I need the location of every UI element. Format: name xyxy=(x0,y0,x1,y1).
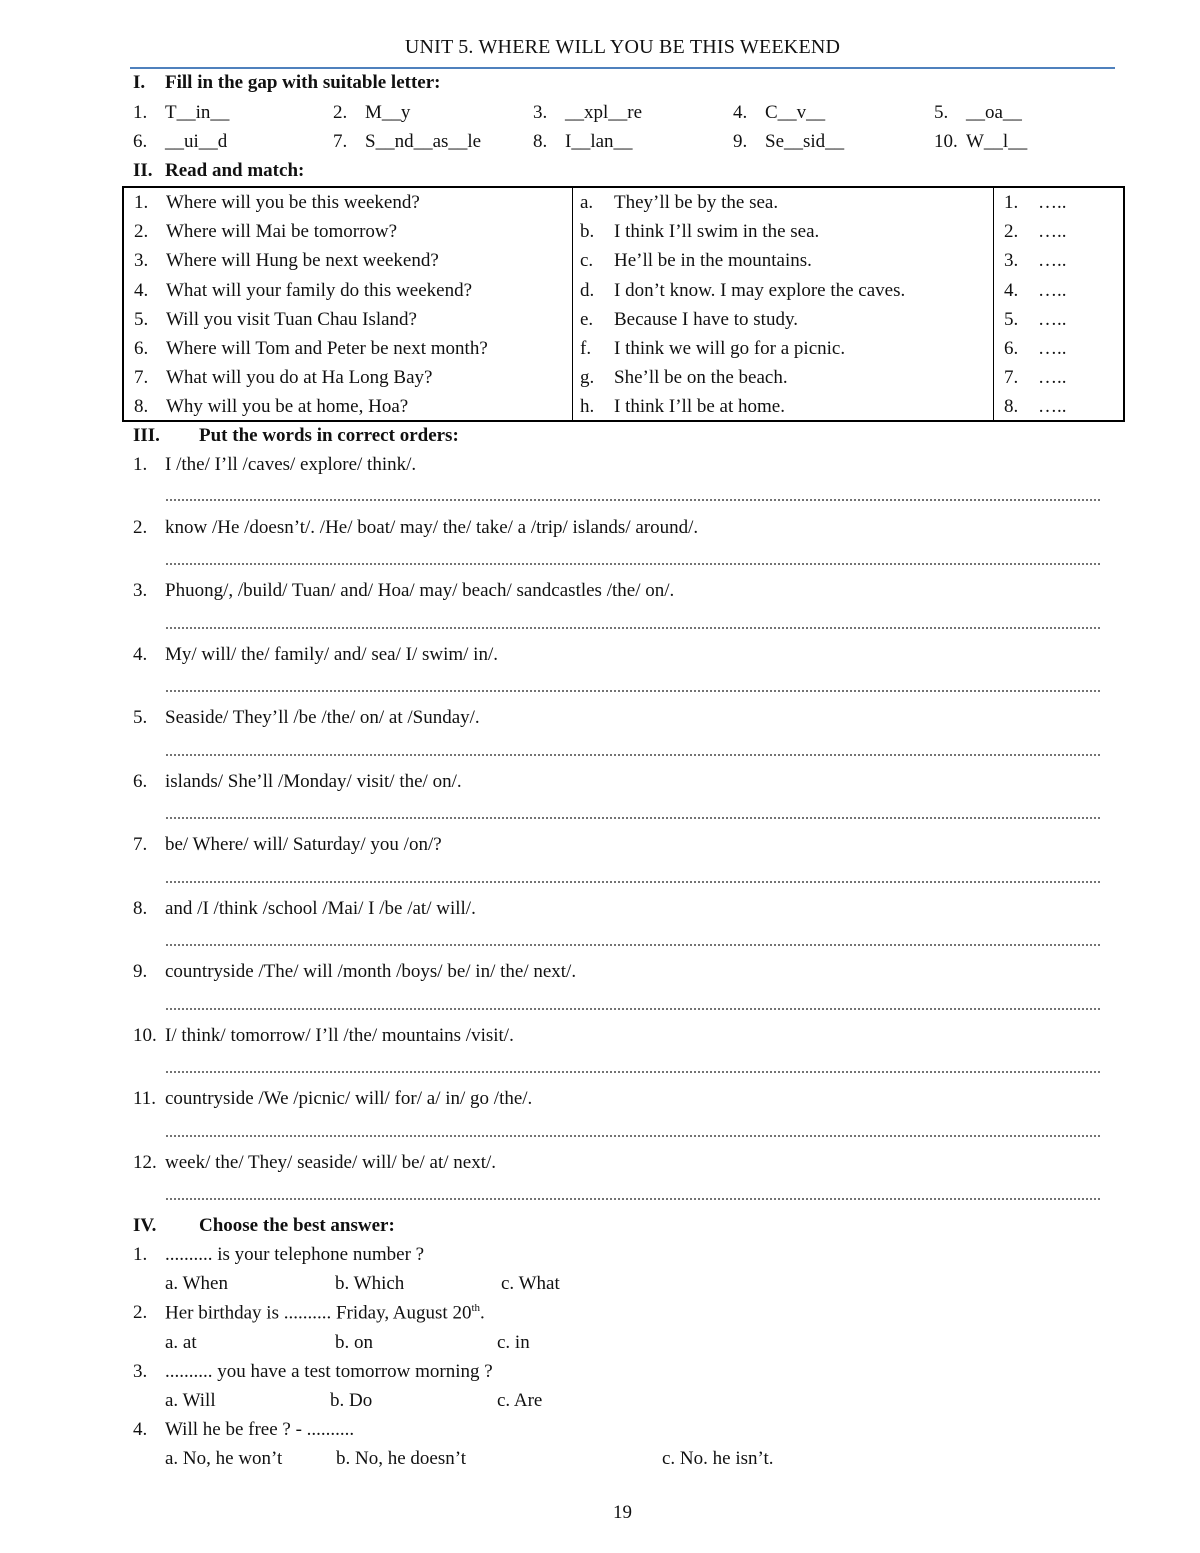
section-title: Choose the best answer: xyxy=(199,1215,395,1236)
mc-question: 1. .......... is your telephone number ? xyxy=(133,1244,425,1265)
section-3-heading xyxy=(133,425,459,447)
answer-line[interactable] xyxy=(165,1008,1100,1010)
fill-gap-item: 9. Se__sid__ xyxy=(733,131,845,152)
answer-line[interactable] xyxy=(165,563,1100,565)
section-number: I. xyxy=(133,72,146,93)
mc-option-c[interactable]: c. in xyxy=(497,1332,530,1353)
section-4-heading xyxy=(133,1215,395,1237)
answer-line[interactable] xyxy=(165,499,1100,501)
table-row: 2. Where will Mai be tomorrow? b. I think I’ll swim in the sea. 2. ….. xyxy=(134,221,1067,242)
order-question: 9. countryside /The/ will /month /boys/ be/ in/ the/ next/. xyxy=(133,961,577,982)
mc-question: 4. Will he be free ? - .......... xyxy=(133,1419,355,1440)
mc-option-a[interactable]: a. No, he won’t xyxy=(165,1448,283,1469)
order-question: 3. Phuong/, /build/ Tuan/ and/ Hoa/ may/ beach/ sandcastles /the/ on/. xyxy=(133,580,675,601)
mc-option-a[interactable]: a. at xyxy=(165,1332,197,1353)
section-2-heading xyxy=(133,160,304,182)
answer-line[interactable] xyxy=(165,881,1100,883)
fill-gap-item: 3. __xpl__re xyxy=(533,102,643,123)
fill-gap-item: 10. W__l__ xyxy=(934,131,1028,152)
page-number: 19 xyxy=(613,1502,632,1523)
fill-gap-item: 4. C__v__ xyxy=(733,102,826,123)
order-question: 11. countryside /We /picnic/ will/ for/ a/ in/ go /the/. xyxy=(133,1088,533,1109)
table-row: 4. What will your family do this weekend? d. I don’t know. I may explore the caves. 4. ….. xyxy=(134,280,1067,301)
section-title: Put the words in correct orders: xyxy=(199,425,459,446)
mc-option-c[interactable]: c. No. he isn’t. xyxy=(662,1448,774,1469)
mc-option-a[interactable]: a. Will xyxy=(165,1390,216,1411)
table-row: 6. Where will Tom and Peter be next month? f. I think we will go for a picnic. 6. ….. xyxy=(134,338,1067,359)
table-row: 8. Why will you be at home, Hoa? h. I think I’ll be at home. 8. ….. xyxy=(134,396,1067,417)
mc-option-b[interactable]: b. on xyxy=(335,1332,373,1353)
answer-line[interactable] xyxy=(165,754,1100,756)
table-row: 1. Where will you be this weekend? a. They’ll be by the sea. 1. ….. xyxy=(134,192,1067,213)
fill-gap-item: 1. T__in__ xyxy=(133,102,230,123)
order-question: 4. My/ will/ the/ family/ and/ sea/ I/ swim/ in/. xyxy=(133,644,498,665)
answer-line[interactable] xyxy=(165,817,1100,819)
order-question: 1. I /the/ I’ll /caves/ explore/ think/. xyxy=(133,454,417,475)
fill-gap-item: 6. __ui__d xyxy=(133,131,228,152)
fill-gap-item: 8. I__lan__ xyxy=(533,131,633,152)
order-question: 12. week/ the/ They/ seaside/ will/ be/ at/ next/. xyxy=(133,1152,497,1173)
fill-gap-item: 2. M__y xyxy=(333,102,411,123)
section-number: II. xyxy=(133,160,153,181)
section-title: Read and match: xyxy=(165,160,305,181)
table-row: 5. Will you visit Tuan Chau Island? e. Because I have to study. 5. ….. xyxy=(134,309,1067,330)
mc-option-c[interactable]: c. Are xyxy=(497,1390,543,1411)
table-row: 3. Where will Hung be next weekend? c. He’ll be in the mountains. 3. ….. xyxy=(134,250,1067,271)
answer-line[interactable] xyxy=(165,627,1100,629)
section-title: Fill in the gap with suitable letter: xyxy=(165,72,441,93)
section-number: III. xyxy=(133,425,160,446)
order-question: 10. I/ think/ tomorrow/ I’ll /the/ mountains /visit/. xyxy=(133,1025,514,1046)
mc-option-a[interactable]: a. When xyxy=(165,1273,228,1294)
answer-line[interactable] xyxy=(165,944,1100,946)
fill-gap-item: 5. __oa__ xyxy=(934,102,1022,123)
mc-option-b[interactable]: b. Do xyxy=(330,1390,373,1411)
answer-line[interactable] xyxy=(165,1135,1100,1137)
mc-option-c[interactable]: c. What xyxy=(501,1273,560,1294)
mc-option-b[interactable]: b. No, he doesn’t xyxy=(336,1448,466,1469)
title-divider xyxy=(130,67,1115,69)
order-question: 5. Seaside/ They’ll /be /the/ on/ at /Sunday/. xyxy=(133,707,480,728)
order-question: 6. islands/ She’ll /Monday/ visit/ the/ on/. xyxy=(133,771,462,792)
order-question: 8. and /I /think /school /Mai/ I /be /at/ will/. xyxy=(133,898,476,919)
table-row: 7. What will you do at Ha Long Bay? g. She’ll be on the beach. 7. ….. xyxy=(134,367,1067,388)
page-title: UNIT 5. WHERE WILL YOU BE THIS WEEKEND xyxy=(404,36,841,58)
mc-question: 2. Her birthday is .......... Friday, August 20th. xyxy=(133,1302,485,1324)
match-table xyxy=(122,186,1125,422)
order-question: 7. be/ Where/ will/ Saturday/ you /on/? xyxy=(133,834,442,855)
section-1-heading xyxy=(133,72,440,94)
order-question: 2. know /He /doesn’t/. /He/ boat/ may/ the/ take/ a /trip/ islands/ around/. xyxy=(133,517,699,538)
answer-line[interactable] xyxy=(165,690,1100,692)
answer-line[interactable] xyxy=(165,1071,1100,1073)
answer-line[interactable] xyxy=(165,1198,1100,1200)
mc-question: 3. .......... you have a test tomorrow morning ? xyxy=(133,1361,493,1382)
mc-option-b[interactable]: b. Which xyxy=(335,1273,405,1294)
section-number: IV. xyxy=(133,1215,157,1236)
fill-gap-item: 7. S__nd__as__le xyxy=(333,131,482,152)
